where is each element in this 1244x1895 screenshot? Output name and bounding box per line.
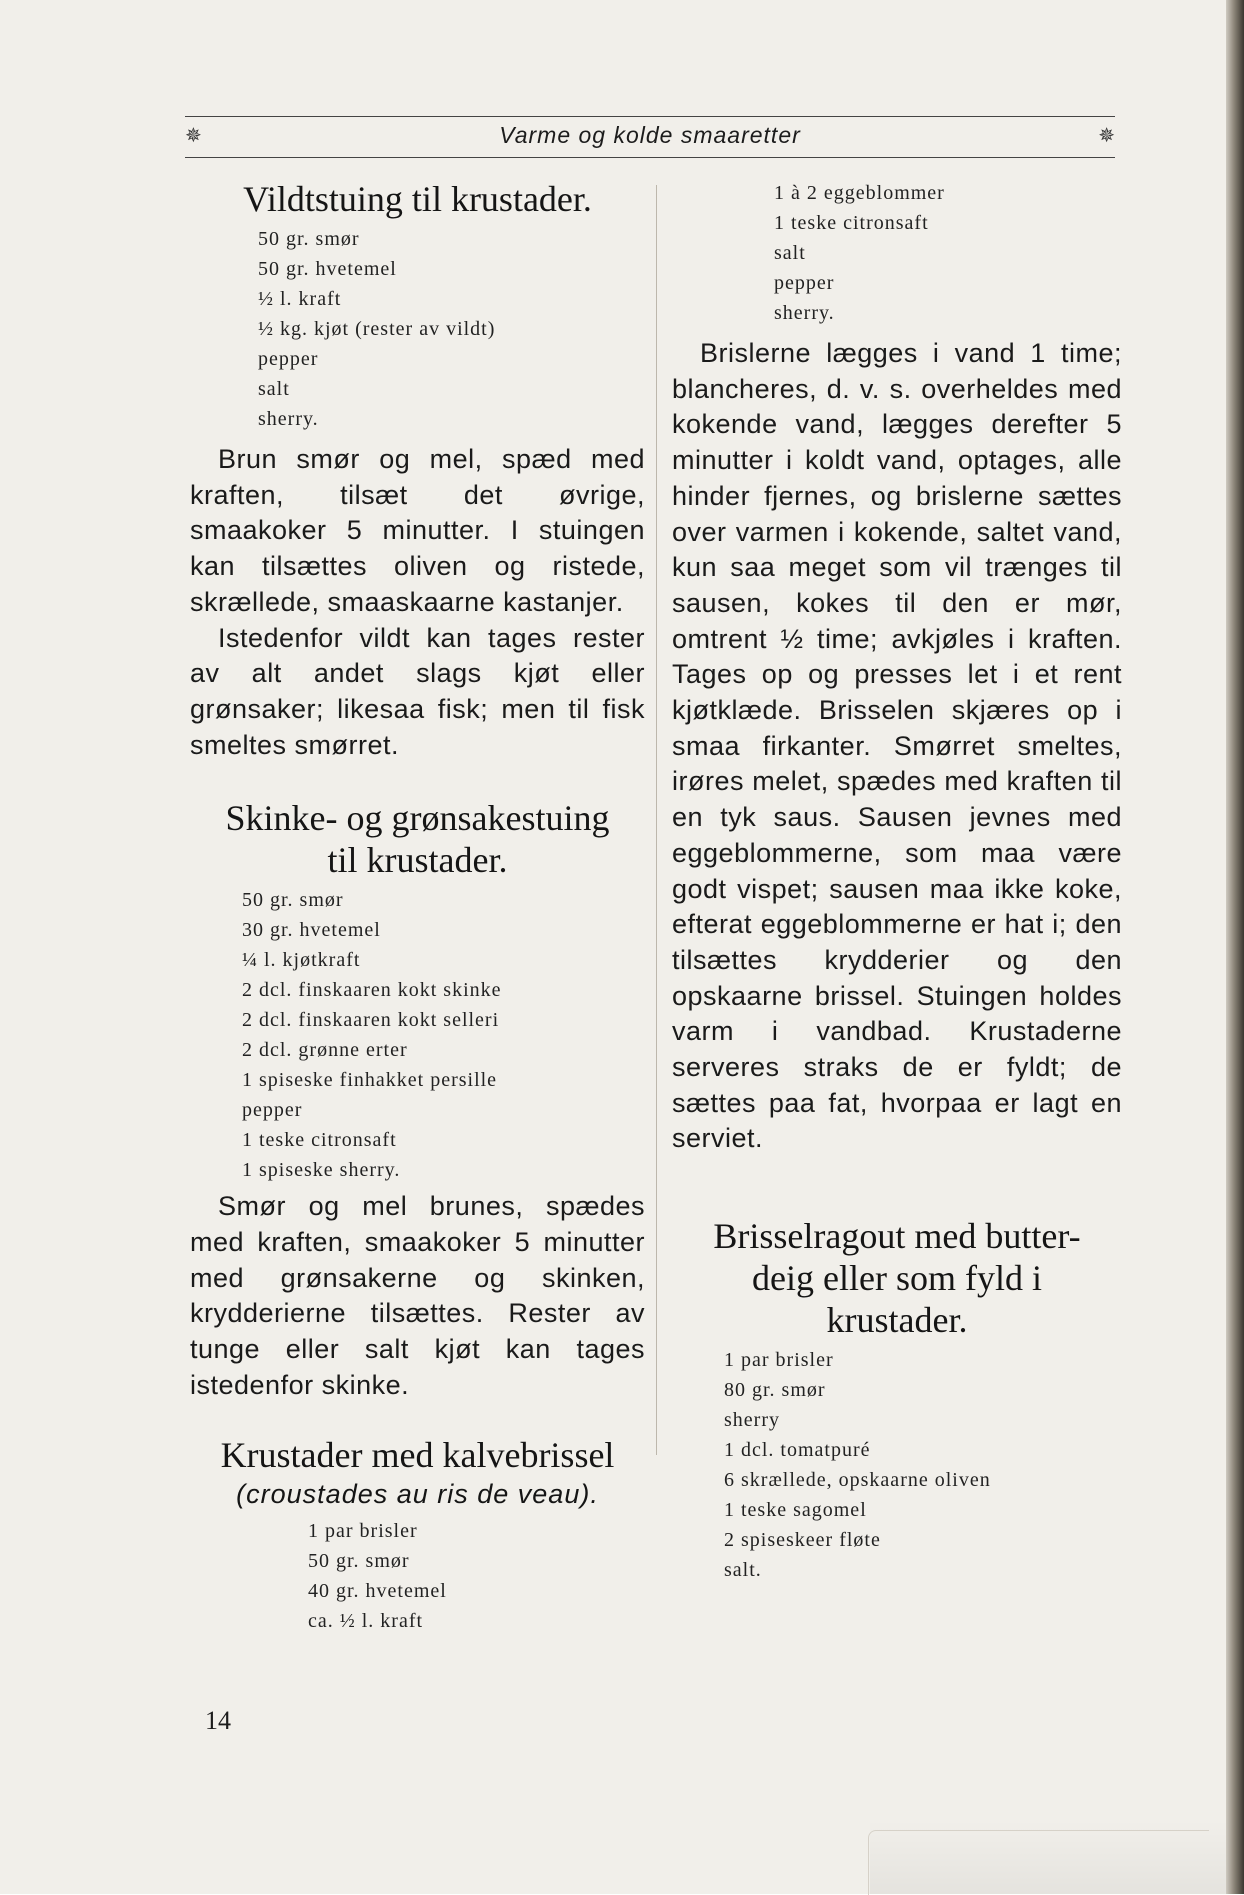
ingredient: 1 par brisler bbox=[308, 1519, 418, 1542]
ingredient-list bbox=[724, 1345, 1122, 1585]
ingredient: sherry bbox=[724, 1409, 780, 1432]
ingredient: 1 à 2 eggeblommer bbox=[774, 182, 945, 204]
ingredient-list bbox=[258, 224, 645, 434]
ingredient: 2 dcl. finskaaren kokt skinke bbox=[242, 979, 502, 1002]
left-column bbox=[190, 178, 645, 1636]
ingredient: 1 spiseske sherry. bbox=[242, 1159, 401, 1182]
running-header-title: Varme og kolde smaaretter bbox=[499, 122, 801, 148]
recipe-subtitle: (croustades au ris de veau). bbox=[236, 1478, 599, 1509]
ingredient: pepper bbox=[242, 1099, 303, 1122]
recipe-title-line-2: til krustader. bbox=[327, 840, 508, 881]
ingredient: 2 dcl. grønne erter bbox=[242, 1039, 408, 1062]
ingredient: 80 gr. smør bbox=[724, 1379, 826, 1402]
ingredient: 50 gr. smør bbox=[308, 1549, 410, 1572]
instruction-paragraph: Brun smør og mel, spæd med kraften, tilsæt det øvrige, smaakoker 5 minutter. I stuingen kan tilsættes oliven og ristede, skrællede, smaaskaarne kastanjer. bbox=[190, 444, 645, 617]
ingredient: 1 teske citronsaft bbox=[774, 212, 929, 234]
ingredient-list bbox=[242, 885, 645, 1185]
ornament-right-icon: ✵ bbox=[1098, 125, 1115, 147]
ingredient: 1 dcl. tomatpuré bbox=[724, 1439, 871, 1462]
ingredient: 1 par brisler bbox=[724, 1349, 834, 1372]
ingredient: 30 gr. hvetemel bbox=[242, 919, 381, 942]
ingredient: ½ l. kraft bbox=[258, 288, 342, 310]
page-fold-mark bbox=[868, 1830, 1209, 1895]
ornament-left-icon: ✵ bbox=[185, 125, 202, 147]
recipe-title-line-1: Brisselragout med butter- bbox=[713, 1216, 1081, 1257]
ingredient: ca. ½ l. kraft bbox=[308, 1609, 424, 1632]
ingredient: 50 gr. smør bbox=[258, 228, 360, 250]
recipe-title-line-2: deig eller som fyld i bbox=[752, 1258, 1042, 1299]
ingredient: salt. bbox=[724, 1559, 762, 1582]
ingredient: salt bbox=[258, 378, 290, 400]
ingredient: 1 teske sagomel bbox=[724, 1499, 867, 1522]
recipe-title-line-1: Skinke- og grønsakestuing bbox=[225, 798, 610, 839]
book-edge bbox=[1226, 0, 1244, 1894]
ingredient: 2 dcl. finskaaren kokt selleri bbox=[242, 1009, 500, 1032]
ingredient: 2 spiseskeer fløte bbox=[724, 1529, 881, 1552]
instruction-paragraph: Istedenfor vildt kan tages rester av alt andet slags kjøt eller grønsaker; likesaa fisk; men til fisk smeltes smørret. bbox=[190, 622, 645, 760]
recipe-title: Krustader med kalvebrissel bbox=[220, 1434, 615, 1475]
recipe-title: Vildtstuing til krustader. bbox=[243, 179, 592, 219]
ingredient: 6 skrællede, opskaarne oliven bbox=[724, 1469, 991, 1492]
ingredient: 40 gr. hvetemel bbox=[308, 1579, 447, 1602]
ingredient-list bbox=[308, 1516, 645, 1636]
column-divider bbox=[656, 185, 657, 1455]
ingredient: pepper bbox=[774, 272, 835, 294]
ingredient: sherry. bbox=[774, 302, 835, 324]
ingredient: pepper bbox=[258, 348, 319, 370]
ingredient: ¼ l. kjøtkraft bbox=[242, 949, 361, 972]
ingredient: 1 teske citronsaft bbox=[242, 1129, 397, 1152]
recipe-title-line-3: krustader. bbox=[826, 1300, 968, 1341]
ingredient: 50 gr. hvetemel bbox=[258, 258, 397, 280]
instruction-paragraph: Brislerne lægges i vand 1 time; blancheres, d. v. s. overheldes med kokende vand, lægges derefter 5 minutter i koldt vand, optages, alle hinder fjernes, og brislerne sættes over varmen i kokende, saltet vand, kun saa meget som vil trænges til sausen, kokes til den er mør, omtrent ½ time; avkjøles i kraften. Tages op og presses let i et rent kjøtklæde. Brisselen skjæres op i smaa firkanter. Smørret smeltes, irøres melet, spædes med kraften til en tyk saus. Sausen jevnes med eggeblommerne, som maa være godt vispet; sausen maa ikke koke, efterat eggeblommerne er hat i; den tilsættes krydderier og den opskaarne brissel. Stuingen holdes varm i vandbad. Krustaderne serveres straks de er fyldt; de sættes paa fat, hvorpaa er lagt en serviet. bbox=[672, 338, 1122, 1154]
ingredient: ½ kg. kjøt (rester av vildt) bbox=[258, 318, 496, 340]
ingredient: sherry. bbox=[258, 408, 319, 430]
ingredient: 50 gr. smør bbox=[242, 889, 344, 912]
ingredient: 1 spiseske finhakket persille bbox=[242, 1069, 498, 1092]
right-column bbox=[672, 178, 1122, 1585]
ingredient: salt bbox=[774, 242, 806, 264]
ingredient-list bbox=[774, 178, 1122, 328]
running-header bbox=[185, 116, 1115, 158]
instruction-paragraph: Smør og mel brunes, spædes med kraften, smaakoker 5 minutter med grønsakerne og skinken, krydderierne tilsættes. Rester av tunge eller salt kjøt kan tages istedenfor skinke. bbox=[190, 1191, 645, 1400]
page-number: 14 bbox=[205, 1706, 231, 1735]
